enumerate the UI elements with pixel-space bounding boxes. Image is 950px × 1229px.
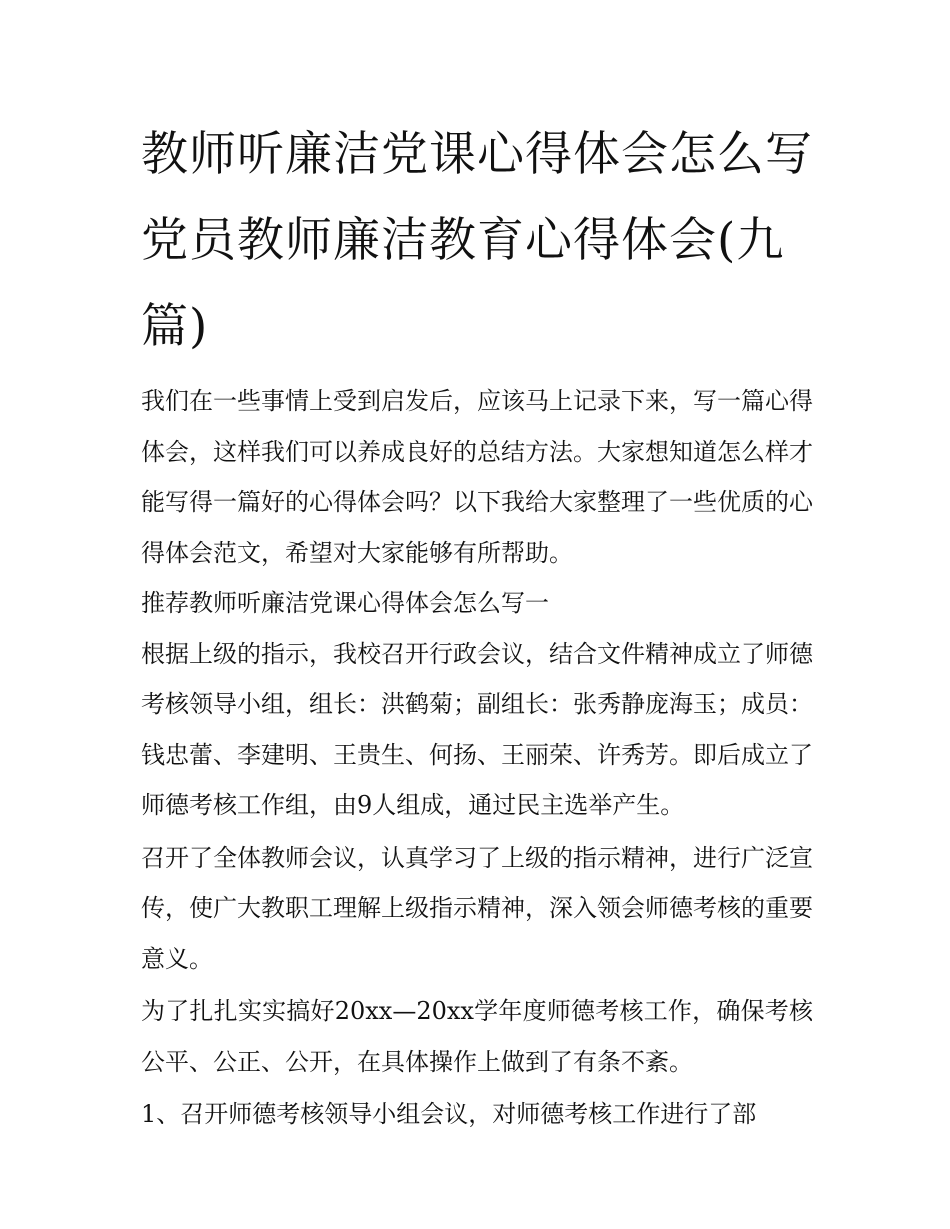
document-page bbox=[141, 112, 813, 1140]
body-paragraph: 根据上级的指示，我校召开行政会议，结合文件精神成立了师德考核领导小组，组长：洪鹤菊；副组长：张秀静庞海玉；成员：钱忠蕾、李建明、王贵生、何扬、王丽荣、许秀芳。即后成立了师德考核工作组，由9人组成，通过民主选举产生。 bbox=[141, 639, 813, 819]
body-paragraph: 召开了全体教师会议，认真学习了上级的指示精神，进行广泛宣传，使广大教职工理解上级指示精神，深入领会师德考核的重要意义。 bbox=[141, 843, 813, 973]
body-paragraph: 1、召开师德考核领导小组会议，对师德考核工作进行了部 bbox=[141, 1100, 757, 1128]
document-title: 教师听廉洁党课心得体会怎么写 党员教师廉洁教育心得体会(九篇) bbox=[141, 127, 813, 354]
section-subtitle: 推荐教师听廉洁党课心得体会怎么写一 bbox=[141, 589, 549, 617]
body-paragraph: 为了扎扎实实搞好20xx—20xx学年度师德考核工作，确保考核公平、公正、公开，在具体操作上做到了有条不紊。 bbox=[141, 997, 813, 1076]
intro-paragraph: 我们在一些事情上受到启发后，应该马上记录下来，写一篇心得体会，这样我们可以养成良好的总结方法。大家想知道怎么样才能写得一篇好的心得体会吗？以下我给大家整理了一些优质的心得体会范文，希望对大家能够有所帮助。 bbox=[141, 387, 813, 567]
